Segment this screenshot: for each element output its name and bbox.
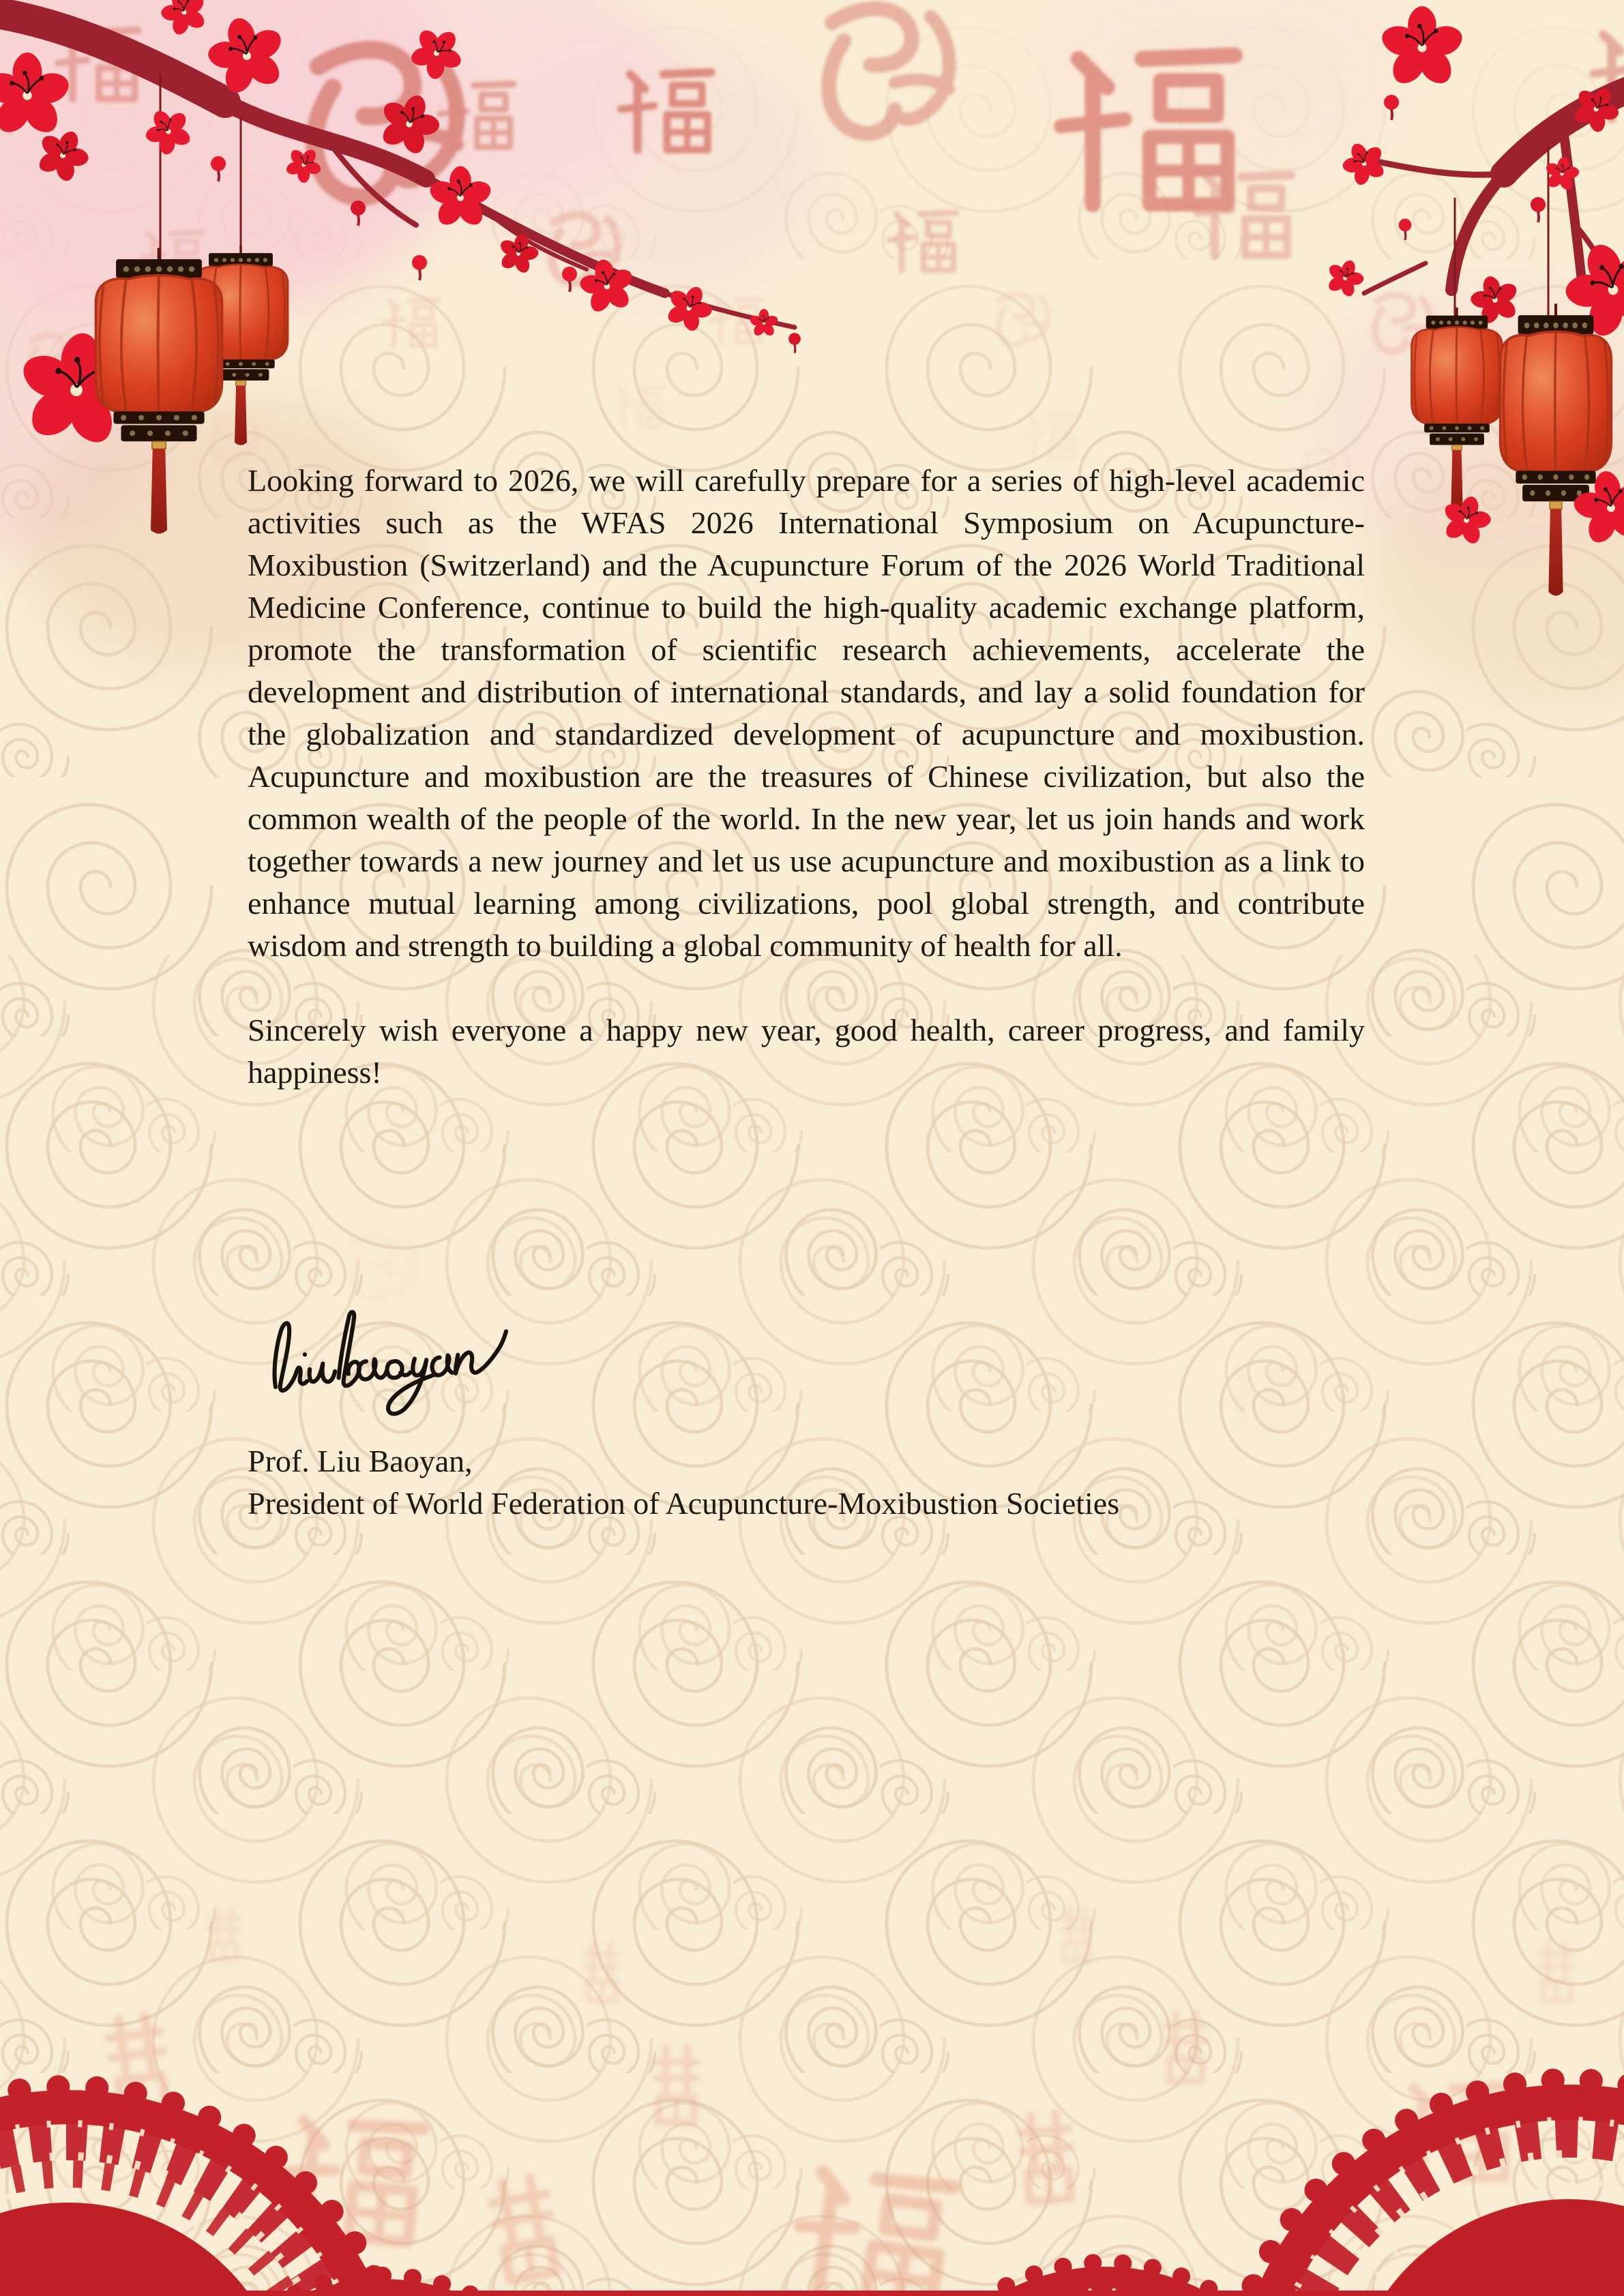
red-lantern-icon [96,248,222,534]
plum-blossom-icon [1320,6,1624,352]
red-lantern-icon [1501,303,1612,595]
letter-paragraph-main: Looking forward to 2026, we will carefully prepare for a series of high-level academic activities such as the WFAS 2026 International Symposium on Acupuncture-Moxibustion (Switzerland) and the Acupuncture Forum of the 2026 World Traditional Medicine Conference, continue to build the high-quality academic exchange platform, promote the transformation of scientific research achievements, accelerate the development and distribution of international standards, and lay a solid foundation for the globalization and standardized development of acupuncture and moxibustion. Acupuncture and moxibustion are the treasures of Chinese civilization, but also the common wealth of the people of the world. In the new year, let us join hands and work together towards a new journey and let us use acupuncture and moxibustion as a link to enhance mutual learning among civilizations, pool global strength, and contribute wisdom and strength to building a global community of health for all. [248,463,1365,963]
plum-branch-top-left-icon [0,0,801,534]
signature-liubaoyan-icon [258,1301,525,1427]
signatory-title: President of World Federation of Acupuncture-Moxibustion Societies [248,1486,1120,1521]
plum-branch-top-right-icon [1320,6,1624,596]
signatory-block [248,1440,1119,1525]
red-lantern-icon [1412,308,1503,511]
letter-paragraph-closing: Sincerely wish everyone a happy new year, good health, career progress, and family happiness! [248,1013,1365,1090]
signatory-name: Prof. Liu Baoyan, [248,1444,473,1478]
letter-body [248,460,1365,1094]
handwritten-signature [258,1301,525,1427]
